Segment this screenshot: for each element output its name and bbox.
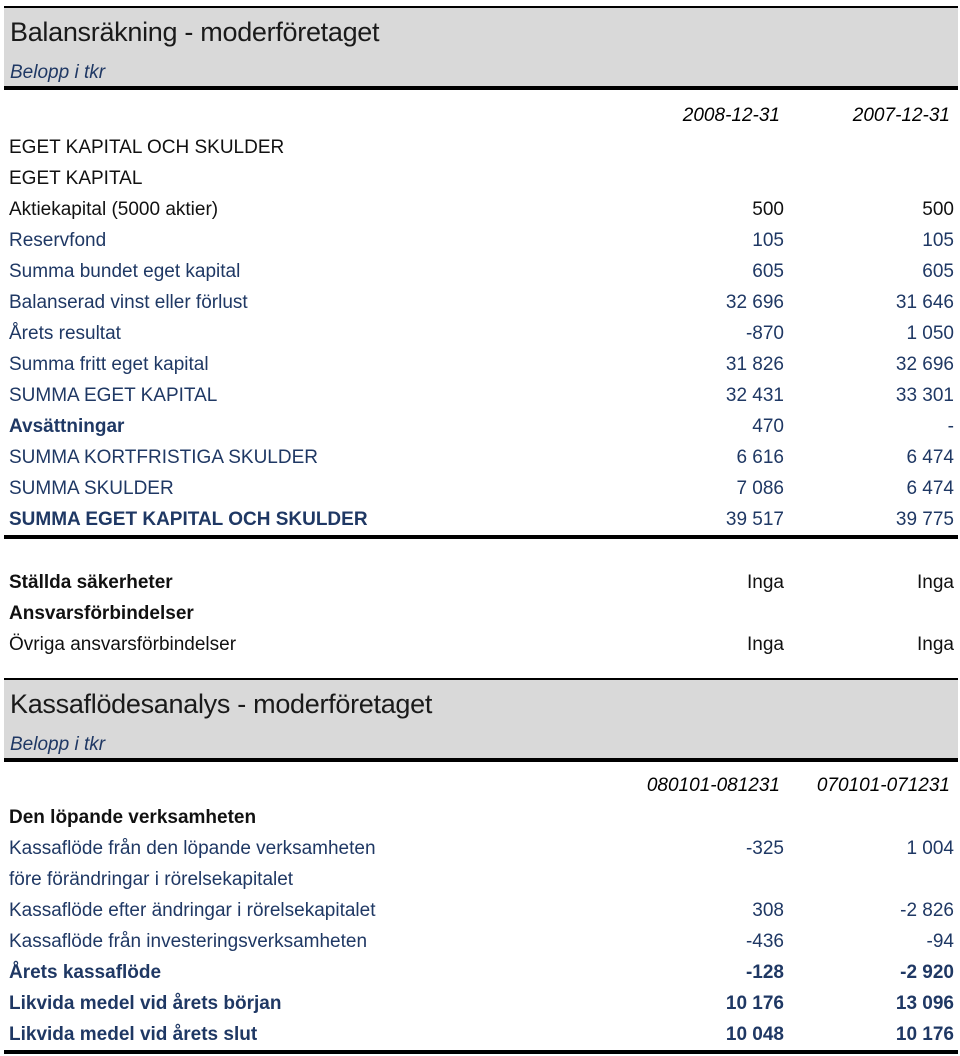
table-row xyxy=(9,442,955,473)
table-row xyxy=(9,163,955,194)
row-label: före förändringar i rörelsekapitalet xyxy=(9,869,294,890)
table-row xyxy=(9,598,955,629)
row-value-2008: 105 xyxy=(752,230,784,251)
row-label: SUMMA EGET KAPITAL OCH SKULDER xyxy=(9,509,368,530)
table-row xyxy=(9,567,955,598)
balance-col1-header: 2008-12-31 xyxy=(682,105,780,126)
row-value-2007: 1 050 xyxy=(906,323,954,344)
row-label: Likvida medel vid årets slut xyxy=(9,1024,258,1045)
row-label: Likvida medel vid årets början xyxy=(9,993,282,1014)
row-value-2007: -2 920 xyxy=(900,962,954,983)
row-value-2008: Inga xyxy=(747,634,784,655)
row-label: Övriga ansvarsförbindelser xyxy=(9,634,237,655)
row-value-2008: 308 xyxy=(752,900,784,921)
row-value-2007: 33 301 xyxy=(895,385,954,406)
table-row xyxy=(9,318,955,349)
row-label: Ansvarsförbindelser xyxy=(9,603,194,624)
row-value-2008: 10 048 xyxy=(725,1024,784,1045)
row-value-2007: 605 xyxy=(922,261,954,282)
row-value-2008: 470 xyxy=(752,416,784,437)
cashflow-title-band xyxy=(4,678,958,762)
row-label: Årets kassaflöde xyxy=(9,962,162,983)
row-label: SUMMA SKULDER xyxy=(9,478,174,499)
table-row xyxy=(9,132,955,163)
row-value-2007: Inga xyxy=(917,634,954,655)
cashflow-subtitle: Belopp i tkr xyxy=(10,734,106,755)
row-label: Kassaflöde efter ändringar i rörelsekapitalet xyxy=(9,900,376,921)
row-value-2007: 500 xyxy=(922,199,954,220)
row-label: Årets resultat xyxy=(9,323,121,344)
table-row xyxy=(9,802,955,833)
row-value-2007: 6 474 xyxy=(906,478,954,499)
row-value-2008: Inga xyxy=(747,572,784,593)
row-label: Summa fritt eget kapital xyxy=(9,354,209,375)
row-value-2007: 105 xyxy=(922,230,954,251)
row-value-2007: 1 004 xyxy=(906,838,954,859)
row-label: EGET KAPITAL OCH SKULDER xyxy=(9,137,285,158)
table-row xyxy=(9,380,955,411)
row-value-2008: -325 xyxy=(745,838,784,859)
row-label: Aktiekapital (5000 aktier) xyxy=(9,199,219,220)
row-value-2007: 13 096 xyxy=(895,993,954,1014)
row-label: Reservfond xyxy=(9,230,107,251)
row-value-2007: - xyxy=(947,416,954,437)
row-value-2008: 10 176 xyxy=(725,993,784,1014)
table-row xyxy=(9,1019,955,1050)
table-row xyxy=(9,287,955,318)
row-value-2007: -2 826 xyxy=(900,900,954,921)
table-row xyxy=(9,926,955,957)
section-divider xyxy=(4,1050,958,1054)
table-row xyxy=(9,864,955,895)
table-row xyxy=(9,629,955,660)
table-row xyxy=(9,957,955,988)
row-value-2008: 7 086 xyxy=(736,478,784,499)
section-divider xyxy=(4,535,958,539)
table-row xyxy=(9,988,955,1019)
row-label: Kassaflöde från den löpande verksamheten xyxy=(9,838,376,859)
balance-col2-header: 2007-12-31 xyxy=(852,105,950,126)
row-value-2007: Inga xyxy=(917,572,954,593)
row-value-2008: -128 xyxy=(745,962,784,983)
row-value-2008: 6 616 xyxy=(736,447,784,468)
balance-title: Balansräkning - moderföretaget xyxy=(10,17,380,47)
table-row xyxy=(9,411,955,442)
balance-title-band xyxy=(4,6,958,90)
row-value-2008: 32 431 xyxy=(725,385,784,406)
table-row xyxy=(9,833,955,864)
cashflow-title: Kassaflödesanalys - moderföretaget xyxy=(10,689,433,719)
cashflow-col2-header: 070101-071231 xyxy=(816,775,950,796)
row-label: Den löpande verksamheten xyxy=(9,807,257,828)
row-value-2008: -436 xyxy=(745,931,784,952)
row-value-2007: 31 646 xyxy=(895,292,954,313)
row-value-2008: 32 696 xyxy=(725,292,784,313)
row-value-2008: 605 xyxy=(752,261,784,282)
row-label: Ställda säkerheter xyxy=(9,572,173,593)
row-label: EGET KAPITAL xyxy=(9,168,143,189)
row-value-2007: 6 474 xyxy=(906,447,954,468)
row-label: Avsättningar xyxy=(9,416,125,437)
row-value-2008: 39 517 xyxy=(725,509,784,530)
row-label: SUMMA EGET KAPITAL xyxy=(9,385,218,406)
table-row xyxy=(9,504,955,535)
row-value-2008: 500 xyxy=(752,199,784,220)
row-value-2007: -94 xyxy=(926,931,954,952)
cashflow-col1-header: 080101-081231 xyxy=(646,775,780,796)
row-value-2007: 32 696 xyxy=(895,354,954,375)
row-label: Summa bundet eget kapital xyxy=(9,261,241,282)
table-row xyxy=(9,349,955,380)
balance-subtitle: Belopp i tkr xyxy=(10,62,106,83)
row-label: Balanserad vinst eller förlust xyxy=(9,292,248,313)
row-value-2008: 31 826 xyxy=(725,354,784,375)
row-value-2007: 39 775 xyxy=(895,509,954,530)
table-row xyxy=(9,225,955,256)
row-label: SUMMA KORTFRISTIGA SKULDER xyxy=(9,447,318,468)
table-row xyxy=(9,895,955,926)
row-value-2008: -870 xyxy=(745,323,784,344)
row-value-2007: 10 176 xyxy=(895,1024,954,1045)
row-label: Kassaflöde från investeringsverksamheten xyxy=(9,931,368,952)
table-row xyxy=(9,256,955,287)
table-row xyxy=(9,473,955,504)
table-row xyxy=(9,194,955,225)
